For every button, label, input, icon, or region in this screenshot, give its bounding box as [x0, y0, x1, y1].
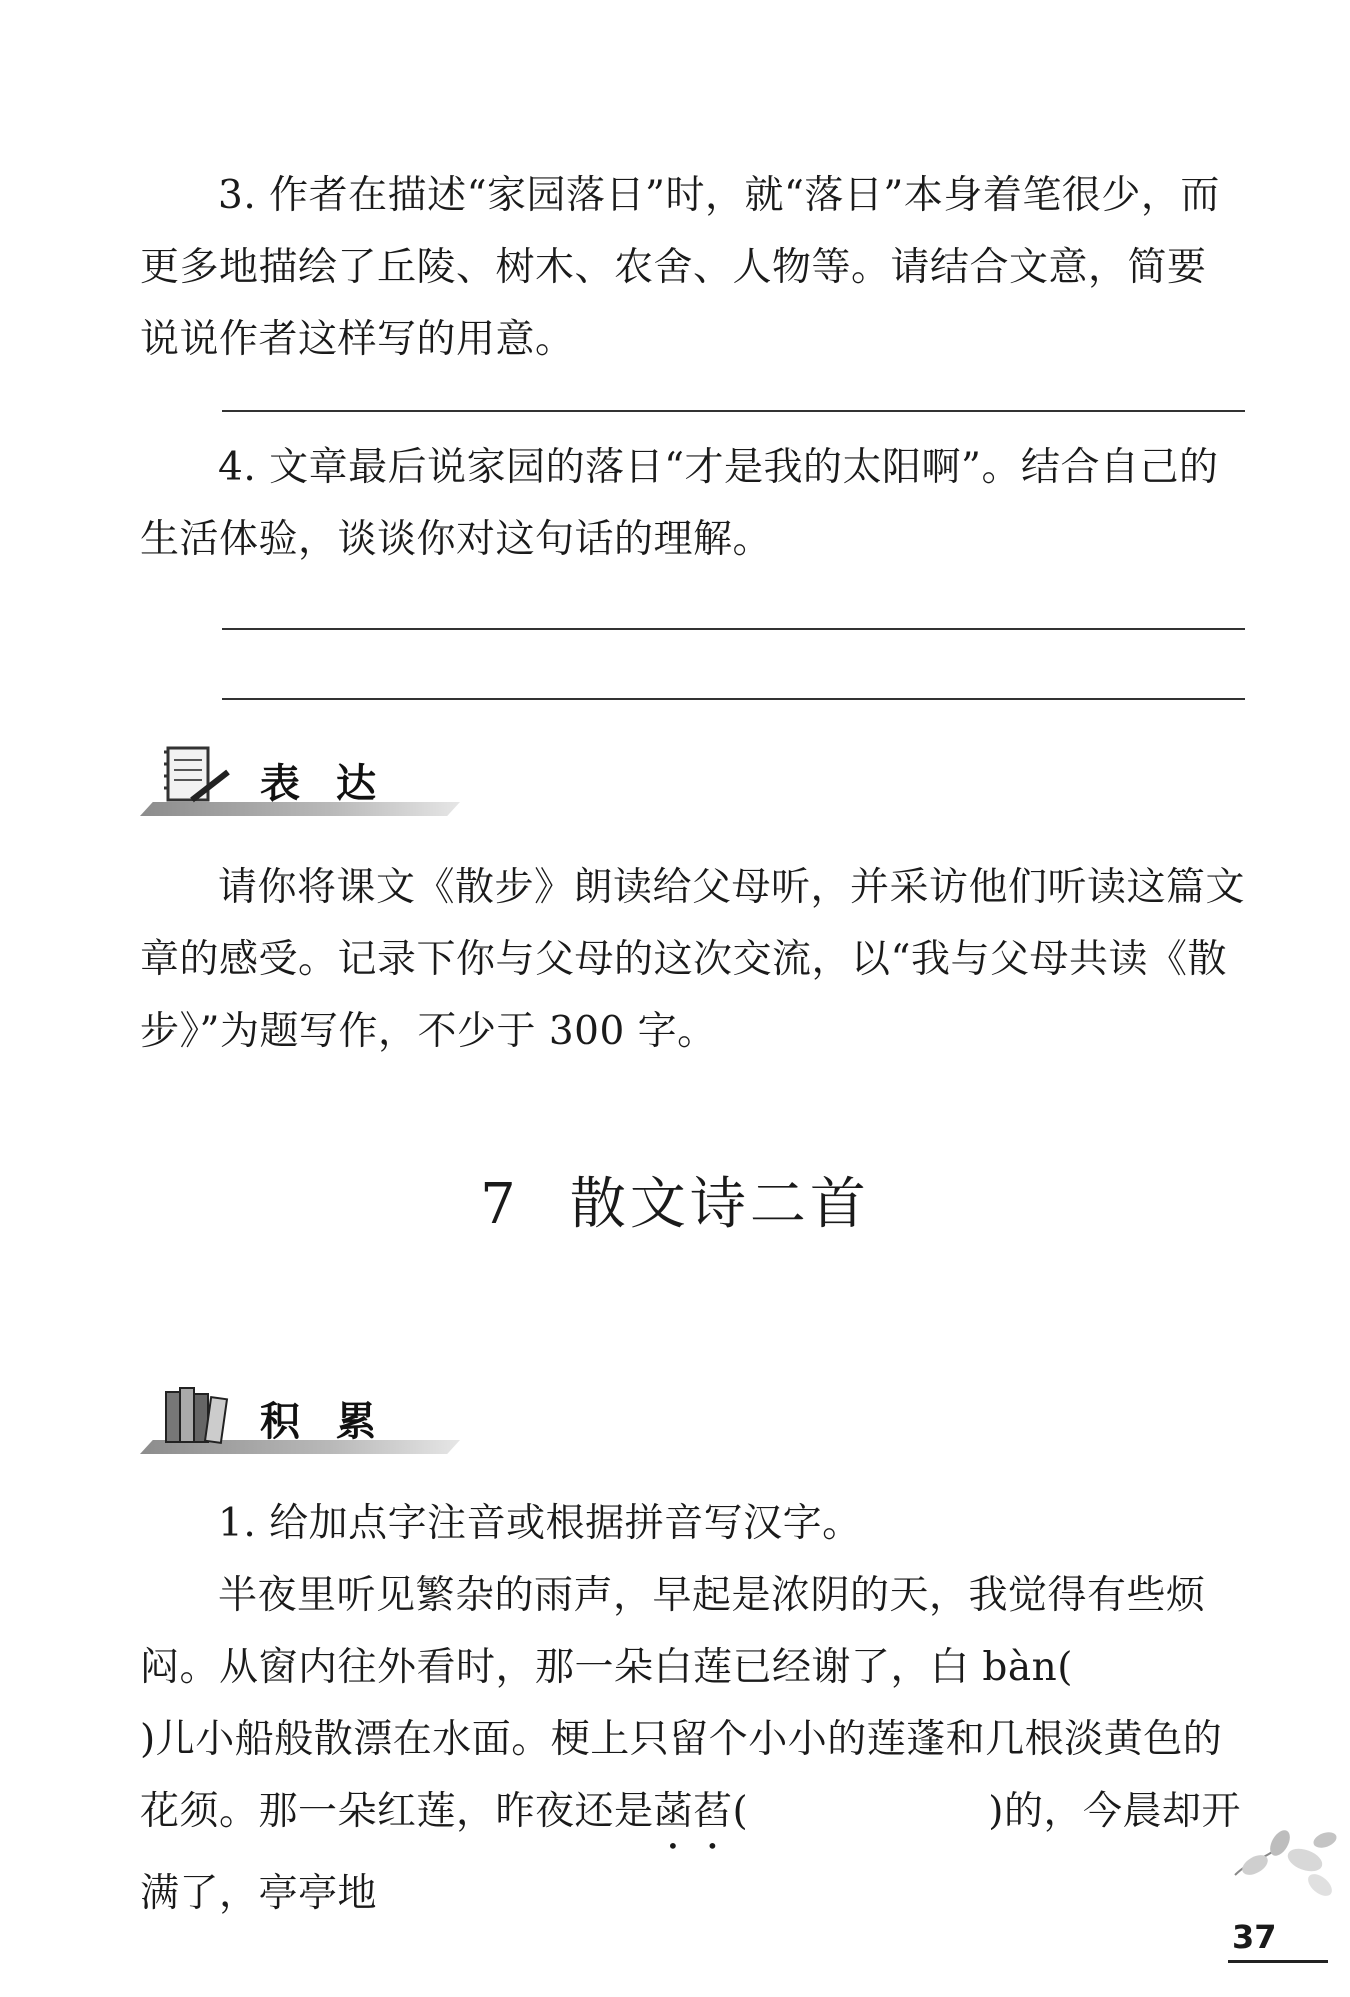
- section-header-accumulation: [140, 1380, 460, 1460]
- passage-text: )的，今晨却开满了，亭亭地: [140, 1789, 1241, 1916]
- page-number-rule: [1228, 1960, 1328, 1963]
- accumulation-question-1: 1. 给加点字注音或根据拼音写汉字。: [218, 1501, 862, 1546]
- expression-prompt: 请你将课文《散步》朗读给父母听，并采访他们听读这篇文章的感受。记录下你与父母的这次交流，以“我与父母共读《散步》”为题写作，不少于 300 字。: [140, 865, 1246, 1054]
- lesson-name: 散文诗二首: [569, 1172, 870, 1237]
- notebook-pen-icon: [162, 742, 232, 812]
- passage-text: (: [732, 1789, 749, 1834]
- leaf-decoration-icon: [1225, 1815, 1345, 1915]
- lesson-number: 7: [480, 1172, 520, 1237]
- question-3: 3. 作者在描述“家园落日”时，就“落日”本身着笔很少，而更多地描绘了丘陵、树木、农舍、人物等。请结合文意，简要说说作者这样写的用意。: [140, 173, 1220, 362]
- answer-line[interactable]: [222, 628, 1245, 630]
- books-icon: [162, 1380, 232, 1450]
- accumulation-passage: [140, 1560, 1245, 1930]
- answer-line[interactable]: [222, 410, 1245, 412]
- page-number: 37: [1232, 1918, 1277, 1956]
- question-4: 4. 文章最后说家园的落日“才是我的太阳啊”。结合自己的生活体验，谈谈你对这句话的理解。: [140, 445, 1219, 562]
- section-header-label: 表达: [260, 761, 412, 807]
- lesson-title: [0, 1160, 1350, 1240]
- dotted-word: 菡萏: [653, 1789, 733, 1834]
- answer-line[interactable]: [222, 698, 1245, 700]
- passage-text: 半夜里听见繁杂的雨声，早起是浓阴的天，我觉得有些烦闷。从窗内往外看时，那一朵白莲已经谢了，白 bàn(: [140, 1573, 1206, 1690]
- section-header-label: 积累: [260, 1399, 412, 1445]
- passage-text: )儿小船般散漂在水面。梗上只留个小小的莲蓬和几根淡黄色的花须。那一朵红莲，昨夜还是: [140, 1717, 1223, 1834]
- section-header-expression: [140, 742, 460, 822]
